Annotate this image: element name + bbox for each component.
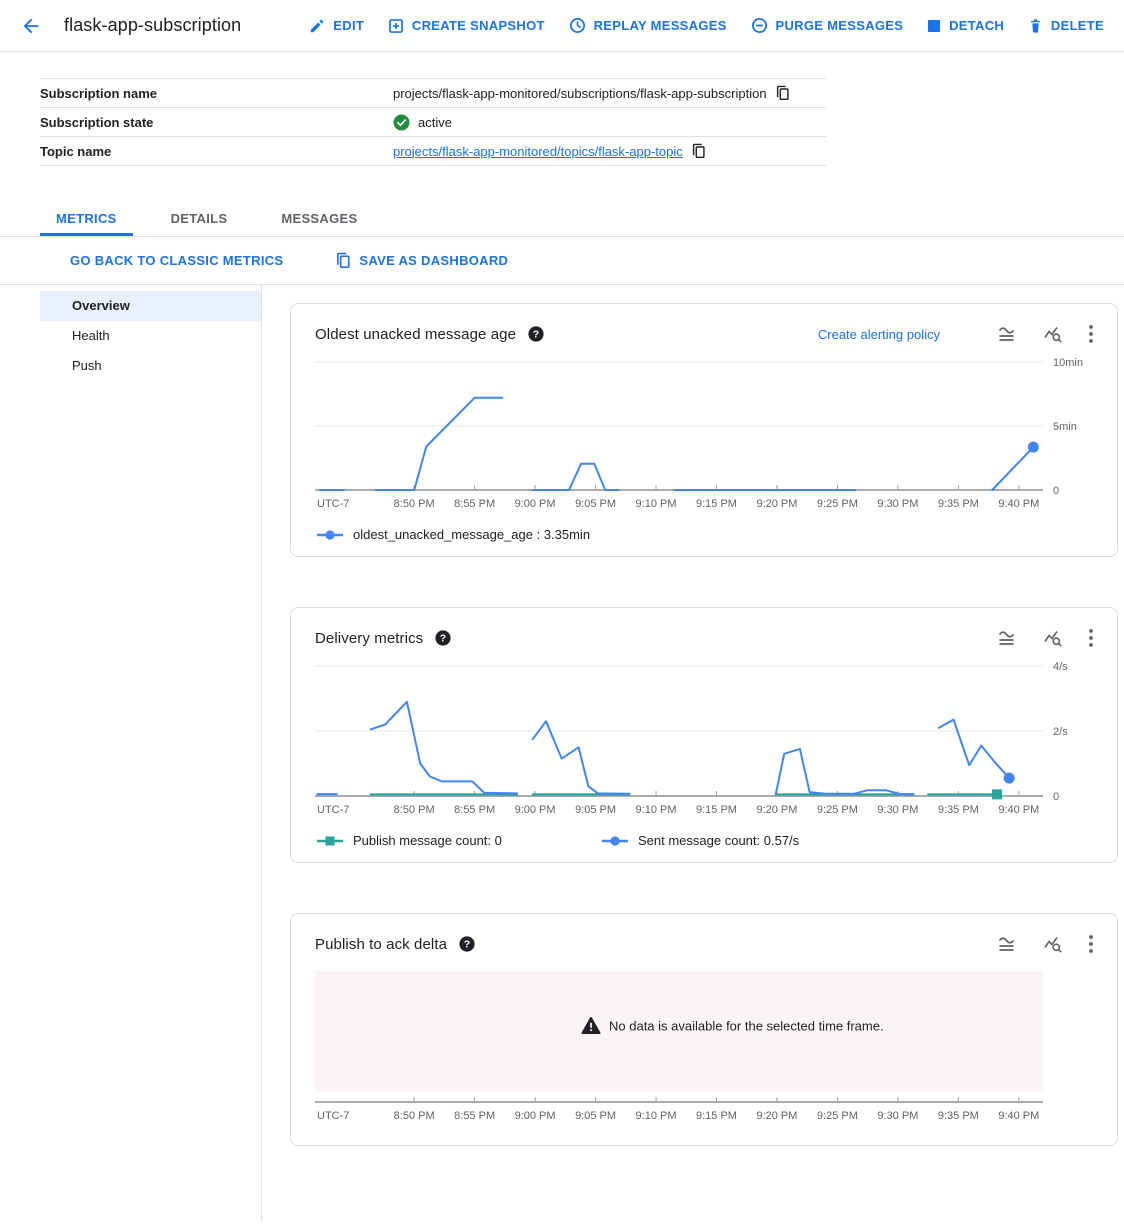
svg-text:8:50 PM: 8:50 PM xyxy=(393,498,435,510)
delete-label: DELETE xyxy=(1050,18,1104,33)
chart-plot[interactable] xyxy=(315,660,1095,820)
svg-text:8:55 PM: 8:55 PM xyxy=(454,804,496,816)
svg-text:9:00 PM: 9:00 PM xyxy=(514,804,556,816)
delete-button[interactable] xyxy=(1026,12,1106,40)
trash-icon xyxy=(1028,18,1043,34)
charts-column xyxy=(262,285,1124,1222)
svg-text:0: 0 xyxy=(1053,791,1060,803)
page-title: flask-app-subscription xyxy=(64,15,242,35)
svg-text:9:15 PM: 9:15 PM xyxy=(696,498,737,510)
help-icon[interactable] xyxy=(435,630,451,646)
arrow-back-icon xyxy=(20,15,42,37)
chart-legend xyxy=(315,833,1093,848)
metrics-explorer-icon[interactable] xyxy=(1043,324,1063,344)
history-clock-icon xyxy=(569,17,586,34)
chart-title: Delivery metrics xyxy=(315,629,424,647)
svg-text:8:50 PM: 8:50 PM xyxy=(393,804,435,816)
copy-icon xyxy=(691,143,706,159)
row-label: Subscription state xyxy=(40,114,154,130)
help-icon[interactable] xyxy=(528,326,544,342)
copy-icon xyxy=(775,85,790,101)
svg-text:9:15 PM: 9:15 PM xyxy=(696,804,737,816)
replay-messages-label: REPLAY MESSAGES xyxy=(593,18,727,33)
detach-button[interactable] xyxy=(925,12,1006,39)
svg-text:9:30 PM: 9:30 PM xyxy=(877,1110,919,1122)
tab-bar xyxy=(0,200,1124,237)
svg-text:9:05 PM: 9:05 PM xyxy=(575,498,617,510)
subnav-item-health[interactable]: Health xyxy=(72,328,110,343)
dashboard-copy-icon xyxy=(335,252,351,269)
svg-text:9:30 PM: 9:30 PM xyxy=(877,498,919,510)
svg-text:0: 0 xyxy=(1053,485,1060,497)
legend-label: Publish message count: 0 xyxy=(353,833,502,848)
top-toolbar xyxy=(0,0,1124,52)
svg-text:9:35 PM: 9:35 PM xyxy=(937,1110,979,1122)
legend-square-marker xyxy=(317,835,343,847)
remove-circle-icon xyxy=(751,17,768,34)
svg-text:9:10 PM: 9:10 PM xyxy=(635,804,677,816)
detach-label: DETACH xyxy=(949,18,1005,33)
metrics-explorer-icon[interactable] xyxy=(1043,934,1063,954)
chart-card-header xyxy=(315,628,1093,648)
metrics-body xyxy=(0,285,1124,1222)
metrics-subnav xyxy=(0,285,262,1222)
table-row-subscription-state xyxy=(40,108,826,137)
legend-item[interactable] xyxy=(602,833,799,848)
chart-plot[interactable] xyxy=(315,356,1095,514)
chart-legend xyxy=(315,527,1093,542)
subnav-item-push[interactable]: Push xyxy=(72,358,102,373)
chart-card xyxy=(290,607,1118,863)
svg-text:8:55 PM: 8:55 PM xyxy=(454,1110,496,1122)
save-as-dashboard-label: SAVE AS DASHBOARD xyxy=(359,253,509,268)
chart-title: Oldest unacked message age xyxy=(315,325,517,343)
tab-details[interactable]: DETAILS xyxy=(155,200,244,236)
legend-label: oldest_unacked_message_age : 3.35min xyxy=(353,527,591,542)
svg-text:9:35 PM: 9:35 PM xyxy=(937,804,979,816)
svg-text:10min: 10min xyxy=(1053,357,1083,369)
svg-text:8:55 PM: 8:55 PM xyxy=(454,498,496,510)
create-snapshot-label: CREATE SNAPSHOT xyxy=(411,18,545,33)
edit-label: EDIT xyxy=(333,18,365,33)
chart-title: Publish to ack delta xyxy=(315,935,448,953)
purge-messages-button[interactable] xyxy=(749,11,906,40)
legend-item[interactable] xyxy=(317,833,602,848)
legend-dot-marker xyxy=(602,835,628,847)
legend-dot-marker xyxy=(317,529,343,541)
create-alerting-policy-link[interactable]: Create alerting policy xyxy=(817,326,940,342)
tab-messages[interactable]: MESSAGES xyxy=(265,200,373,236)
svg-text:?: ? xyxy=(532,328,540,341)
svg-text:9:25 PM: 9:25 PM xyxy=(816,804,858,816)
go-back-to-classic-metrics-button[interactable] xyxy=(64,252,289,269)
subscription-name-value: projects/flask-app-monitored/subscriptions/flask-app-subscription xyxy=(393,85,767,101)
save-as-dashboard-button[interactable] xyxy=(329,251,514,270)
tab-metrics[interactable]: METRICS xyxy=(40,200,133,236)
toolbar-actions xyxy=(307,11,1106,40)
smoothed-lines-icon[interactable] xyxy=(996,628,1017,648)
svg-text:9:05 PM: 9:05 PM xyxy=(575,804,617,816)
chart-card-header xyxy=(315,324,1093,344)
svg-text:9:30 PM: 9:30 PM xyxy=(877,804,919,816)
edit-button[interactable] xyxy=(307,12,366,40)
svg-text:9:20 PM: 9:20 PM xyxy=(756,1110,798,1122)
more-options-icon[interactable] xyxy=(1089,629,1093,647)
metrics-explorer-icon[interactable] xyxy=(1043,628,1063,648)
metrics-sub-toolbar xyxy=(0,237,1124,285)
svg-text:9:25 PM: 9:25 PM xyxy=(816,498,858,510)
more-options-icon[interactable] xyxy=(1089,325,1093,343)
svg-text:?: ? xyxy=(440,632,447,645)
svg-text:9:25 PM: 9:25 PM xyxy=(816,1110,858,1122)
topic-link[interactable]: projects/flask-app-monitored/topics/flask-app-topic xyxy=(393,143,683,159)
row-label: Topic name xyxy=(40,143,112,159)
table-row-topic-name xyxy=(40,137,826,166)
svg-text:?: ? xyxy=(463,938,471,951)
svg-text:9:20 PM: 9:20 PM xyxy=(756,804,798,816)
svg-text:UTC-7: UTC-7 xyxy=(317,1110,350,1122)
chart-card xyxy=(290,913,1118,1146)
svg-text:9:40 PM: 9:40 PM xyxy=(998,498,1040,510)
help-icon[interactable] xyxy=(459,936,475,952)
svg-text:9:00 PM: 9:00 PM xyxy=(514,1110,556,1122)
add-box-icon xyxy=(388,18,404,34)
svg-text:UTC-7: UTC-7 xyxy=(317,804,350,816)
chart-plot[interactable] xyxy=(315,966,1095,1126)
subscription-state-value: active xyxy=(418,114,452,130)
svg-text:9:05 PM: 9:05 PM xyxy=(575,1110,617,1122)
svg-text:UTC-7: UTC-7 xyxy=(317,498,350,510)
svg-text:9:00 PM: 9:00 PM xyxy=(514,498,556,510)
svg-text:9:40 PM: 9:40 PM xyxy=(998,1110,1040,1122)
svg-text:9:35 PM: 9:35 PM xyxy=(937,498,979,510)
smoothed-lines-icon[interactable] xyxy=(996,934,1017,954)
create-snapshot-button[interactable] xyxy=(386,12,547,40)
row-label: Subscription name xyxy=(40,85,158,101)
more-options-icon[interactable] xyxy=(1089,935,1093,953)
legend-label: Sent message count: 0.57/s xyxy=(638,833,800,848)
back-button[interactable] xyxy=(16,11,46,41)
table-row-subscription-name xyxy=(40,79,826,108)
classic-metrics-label: GO BACK TO CLASSIC METRICS xyxy=(70,253,284,268)
copy-button[interactable] xyxy=(775,85,790,101)
svg-text:8:50 PM: 8:50 PM xyxy=(393,1110,435,1122)
svg-text:9:20 PM: 9:20 PM xyxy=(756,498,798,510)
copy-button[interactable] xyxy=(691,143,706,159)
legend-item[interactable] xyxy=(317,527,602,542)
svg-text:9:10 PM: 9:10 PM xyxy=(635,498,677,510)
detach-square-icon xyxy=(927,19,941,33)
svg-text:9:15 PM: 9:15 PM xyxy=(696,1110,737,1122)
no-data-message: No data is available for the selected time frame. xyxy=(609,1018,884,1034)
subnav-item-overview[interactable]: Overview xyxy=(40,291,261,321)
svg-text:5min: 5min xyxy=(1053,421,1077,433)
chart-card-header xyxy=(315,934,1093,954)
pencil-icon xyxy=(309,18,325,34)
svg-text:2/s: 2/s xyxy=(1053,726,1068,738)
chart-card xyxy=(290,303,1118,557)
svg-text:4/s: 4/s xyxy=(1053,661,1068,673)
replay-messages-button[interactable] xyxy=(567,11,729,40)
check-circle-icon xyxy=(393,114,410,131)
svg-text:9:10 PM: 9:10 PM xyxy=(635,1110,677,1122)
subscription-details-table xyxy=(40,78,826,166)
svg-text:9:40 PM: 9:40 PM xyxy=(998,804,1040,816)
smoothed-lines-icon[interactable] xyxy=(996,324,1017,344)
purge-messages-label: PURGE MESSAGES xyxy=(775,18,904,33)
